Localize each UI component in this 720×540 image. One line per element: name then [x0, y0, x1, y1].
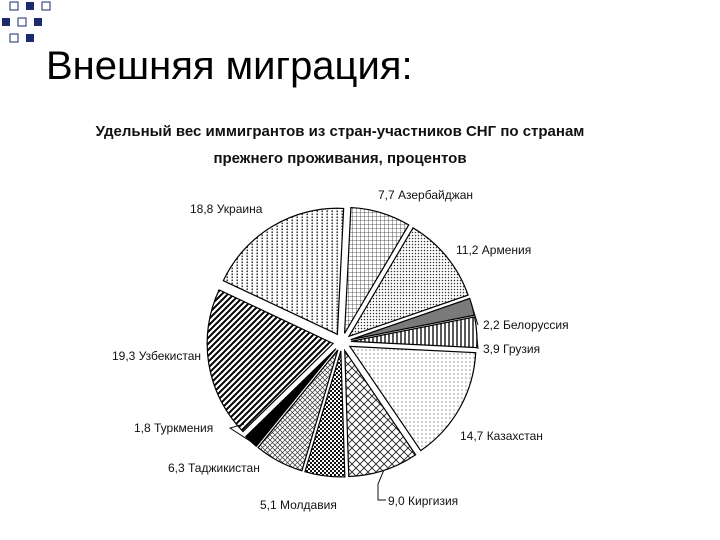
leader-line-6	[378, 470, 386, 500]
chart-title-line-1: Удельный вес иммигрантов из стран-участников СНГ по странам	[95, 123, 585, 140]
slice-label-7: 5,1 Молдавия	[260, 498, 337, 512]
slice-label-5: 14,7 Казахстан	[460, 429, 543, 443]
slice-label-2: 11,2 Армения	[456, 243, 532, 257]
chart-title-line-2: прежнего проживания, процентов	[213, 150, 467, 167]
slice-label-8: 6,3 Таджикистан	[168, 461, 260, 475]
slice-label-6: 9,0 Киргизия	[388, 494, 459, 508]
slice-label-9: 1,8 Туркмения	[134, 421, 214, 435]
slice-label-3: 2,2 Белоруссия	[483, 318, 569, 332]
slice-label-4: 3,9 Грузия	[483, 342, 541, 356]
slide-title: Внешняя миграция:	[46, 44, 413, 88]
slice-label-1: 7,7 Азербайджан	[378, 188, 474, 202]
slice-label-11: 18,8 Украина	[190, 202, 263, 216]
slice-label-10: 19,3 Узбекистан	[112, 349, 202, 363]
